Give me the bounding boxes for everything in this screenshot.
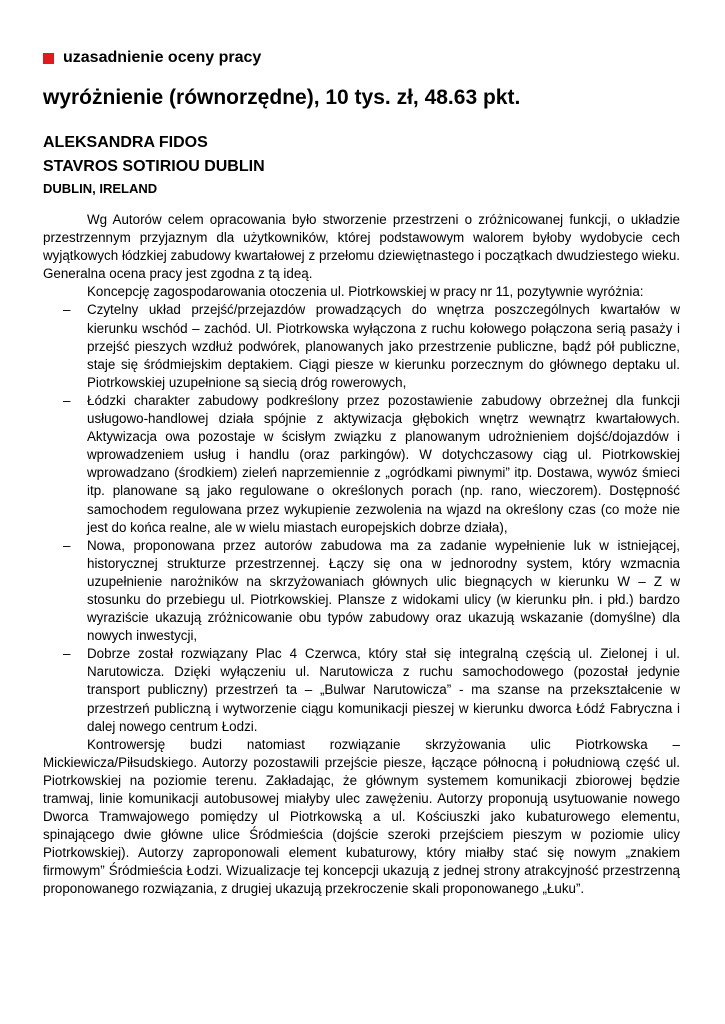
section-heading [43, 49, 261, 67]
list-item-text: Łódzki charakter zabudowy podkreślony przez pozostawienie zabudowy obrzeżnej dla funkcji usługowo-handlowej działa spójnie z aktywizacja głębokich wnętrz wewnątrz kwartałowych. Aktywizacja owa pozostaje w ścisłym związku z planowanym udrożnieniem dojść/dojazdów i wprowadzeniem usług i handlu (oraz parkingów). W dotychczasowy ciąg ul. Piotrkowskiej wprowadzano (środkiem) zieleń naprzemiennie z „ogródkami piwnymi” itp. Dostawa, wywóz śmieci itp. planowane są jako regulowane o określonych porach (np. rano, wieczorem). Dostępność samochodem regulowana przez wykupienie zezwolenia na wjazd na określony czas (co może nie jest do końca realne, ale w wielu miastach europejskich dobrze działa), [87, 392, 680, 535]
intro-paragraph-1: Wg Autorów celem opracowania było stworzenie przestrzeni o zróżnicowanej funkcji, o układzie przestrzennym przyjaznym dla użytkowników, której podstawowym walorem byłoby wydobycie cech wyjątkowych łódzkiej zabudowy kwartałowej z przełomu dziewiętnastego i początkach dwudziestego wieku. Generalna ocena pracy jest zgodna z tą ideą. [43, 212, 680, 282]
list-item-text: Dobrze został rozwiązany Plac 4 Czerwca, który stał się integralną częścią ul. Zielonej i ul. Narutowicza. Dzięki wyłączeniu ul. Narutowicza z ruchu samochodowego (pozostał jedynie transport publiczny) przestrzeń ta – „Bulwar Narutowicza” - ma szanse na przekształcenie w przestrzeń publiczną i wytworzenie ciągu komunikacji pieszej w kierunku dworca Łódź Fabryczna i dalej nowego centrum Łodzi. [87, 646, 680, 734]
dash-bullet-icon: – [63, 646, 71, 662]
list-item [63, 537, 680, 646]
intro-paragraph-2: Koncepcję zagospodarowania otoczenia ul. Piotrkowskiej w pracy nr 11, pozytywnie wyróżnia: [87, 284, 644, 300]
section-heading-text: uzasadnienie oceny pracy [63, 49, 262, 66]
author-name-1: ALEKSANDRA FIDOS [43, 134, 208, 151]
list-item-text: Czytelny układ przejść/przejazdów prowadzących do wnętrza poszczególnych kwartałów w kierunku wschód – zachód. Ul. Piotrkowska wyłączona z ruchu kołowego połączona serią pasaży i przejść pieszych wzdłuż podwórek, planowanych jako przestrzenie publiczne, bądź pół publiczne, staje się śródmiejskim deptakiem. Ciągi piesze w kierunku porzecznym do głównego deptaku ul. Piotrkowskiej uzupełnione są siecią dróg rowerowych, [87, 302, 680, 390]
list-item [63, 301, 680, 391]
author-location: DUBLIN, IRELAND [43, 181, 158, 196]
list-item-text: Nowa, proponowana przez autorów zabudowa ma za zadanie wypełnienie luk w istniejącej, historycznej strukturze przestrzennej. Łączy się ona w jednorodny system, który wzmacnia uzupełnienie narożników na skrzyżowaniach głównych ulic biegnących w kierunku W – Z w stosunku do przebiegu ul. Piotrkowskiej. Plansze z widokami ulicy (w kierunku płn. i płd.) bardzo wyraziście ukazują zróżnicowanie obu typów zabudowy oraz ukazują wskazanie (domyślne) dla nowych inwestycji, [87, 537, 680, 644]
dash-bullet-icon: – [63, 537, 71, 553]
list-item [63, 645, 680, 735]
dash-bullet-icon: – [63, 392, 71, 408]
justification-text [43, 211, 680, 899]
bullet-list [43, 301, 680, 735]
conclusion-paragraph: Kontrowersję budzi natomiast rozwiązanie skrzyżowania ulic Piotrkowska – Mickiewicza/Piłsudskiego. Autorzy pozostawili przejście piesze, łączące północną i południową część ul. Piotrkowskiej na poziomie terenu. Zakładając, że głównym systemem komunikacji zbiorowej będzie tramwaj, linie komunikacji autobusowej miałyby ulec zawężeniu. Autorzy proponują usytuowanie nowego Dworca Tramwajowego pomiędzy ul Piotrkowską a ul. Kościuszki jako kubaturowego elementu, spinającego dwie główne ulice Śródmieścia (dojście szeroki przejściem pieszym w poziomie ulicy Piotrkowskiej). Autorzy zaproponowali element kubaturowy, który miałby stać się nowym „znakiem firmowym” Śródmieścia Łodzi. Wizualizacje tej koncepcji ukazują z jednej strony atrakcyjność przestrzenną proponowanego rozwiązania, z drugiej ukazują przekroczenie skali proponowanego „Łuku”. [43, 736, 680, 897]
list-item [63, 392, 680, 537]
red-square-bullet-icon [43, 53, 54, 64]
award-heading: wyróżnienie (równorzędne), 10 tys. zł, 48.63 pkt. [43, 86, 521, 109]
author-name-2: STAVROS SOTIRIOU DUBLIN [43, 158, 265, 175]
dash-bullet-icon: – [63, 302, 71, 318]
